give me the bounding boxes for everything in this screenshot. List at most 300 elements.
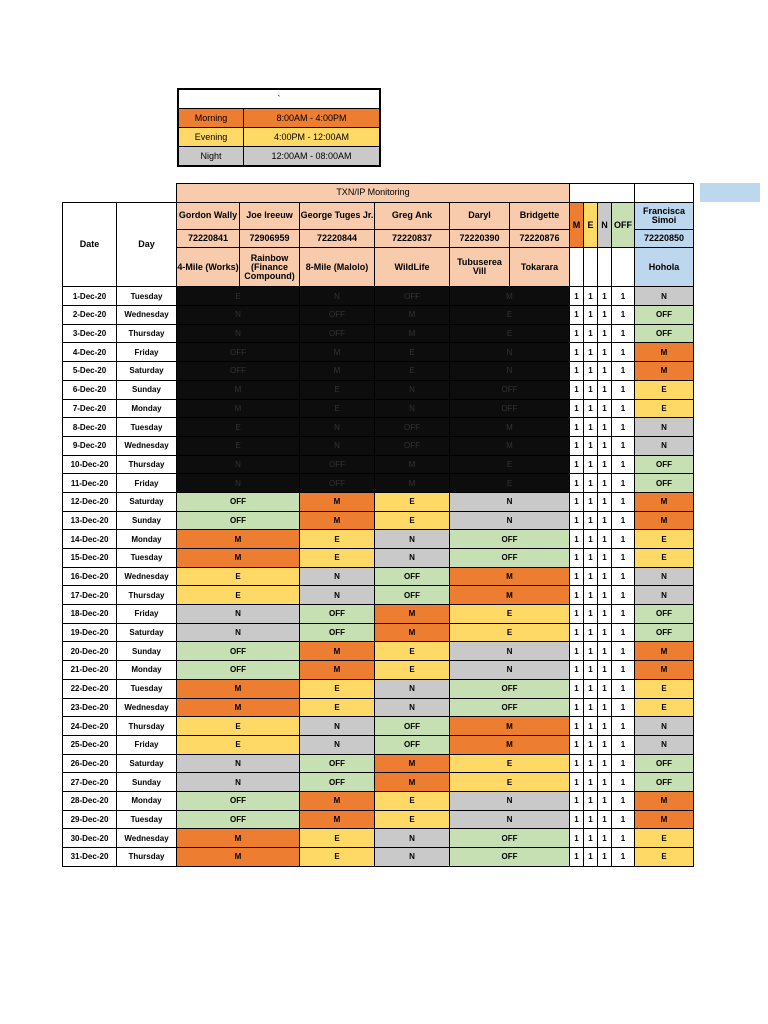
row-date: 13-Dec-20 [63,511,117,530]
group-title: TXN/IP Monitoring [177,184,570,203]
shift-count: 1 [598,399,612,418]
shift-count: 1 [598,287,612,306]
extra-staff-shift: OFF [635,324,694,343]
shift-cell: E [300,848,375,867]
shift-cell: E [375,492,450,511]
shift-cell: M [177,829,300,848]
row-day: Friday [117,343,177,362]
extra-staff-shift: E [635,698,694,717]
extra-staff-shift: M [635,362,694,381]
shift-cell: OFF [177,810,300,829]
extra-staff-shift: OFF [635,474,694,493]
row-day: Thursday [117,848,177,867]
shift-count: 1 [584,754,598,773]
shift-count: 1 [612,586,635,605]
shift-cell: E [375,642,450,661]
row-date: 16-Dec-20 [63,567,117,586]
row-day: Monday [117,530,177,549]
row-day: Monday [117,791,177,810]
shift-count: 1 [612,324,635,343]
shift-count: 1 [598,474,612,493]
shift-count: 1 [598,735,612,754]
shift-count: 1 [598,549,612,568]
shift-count: 1 [570,549,584,568]
shift-count: 1 [598,679,612,698]
shift-cell: OFF [300,623,375,642]
extra-staff-shift: OFF [635,605,694,624]
extra-staff-shift: M [635,642,694,661]
row-date: 8-Dec-20 [63,418,117,437]
shift-cell: OFF [177,492,300,511]
shift-cell: E [450,455,570,474]
roster-row [63,735,694,754]
shift-count: 1 [570,343,584,362]
shift-count: 1 [584,492,598,511]
row-day: Wednesday [117,306,177,325]
shift-cell: OFF [300,455,375,474]
shift-cell: OFF [450,399,570,418]
shift-cell: E [375,661,450,680]
shift-count: 1 [584,436,598,455]
shift-legend [177,88,381,167]
extra-staff-shift: M [635,661,694,680]
shift-cell: N [177,605,300,624]
shift-count: 1 [584,679,598,698]
roster-row [63,380,694,399]
shift-cell: M [450,418,570,437]
shift-cell: N [300,586,375,605]
shift-count: 1 [612,306,635,325]
shift-count: 1 [584,810,598,829]
row-date: 17-Dec-20 [63,586,117,605]
row-date: 15-Dec-20 [63,549,117,568]
count-blank [584,248,598,287]
roster-body [63,287,694,866]
shift-count: 1 [598,605,612,624]
shift-cell: OFF [375,717,450,736]
shift-count: 1 [570,848,584,867]
shift-cell: OFF [177,511,300,530]
shift-cell: N [375,698,450,717]
shift-cell: M [450,717,570,736]
shift-count: 1 [598,324,612,343]
row-date: 1-Dec-20 [63,287,117,306]
shift-count: 1 [584,661,598,680]
shift-cell: OFF [300,754,375,773]
row-day: Wednesday [117,567,177,586]
staff-location: Tokarara [510,248,570,287]
row-date: 28-Dec-20 [63,791,117,810]
shift-cell: N [450,511,570,530]
roster-row [63,661,694,680]
row-date: 18-Dec-20 [63,605,117,624]
row-date: 3-Dec-20 [63,324,117,343]
shift-count: 1 [584,380,598,399]
shift-cell: M [300,661,375,680]
roster-row [63,436,694,455]
shift-cell: OFF [450,530,570,549]
row-date: 21-Dec-20 [63,661,117,680]
row-date: 7-Dec-20 [63,399,117,418]
row-day: Friday [117,735,177,754]
extra-staff-shift: E [635,829,694,848]
shift-cell: E [177,586,300,605]
shift-cell: E [375,362,450,381]
shift-count: 1 [570,530,584,549]
extra-staff-location: Hohola [635,248,694,287]
row-day: Monday [117,399,177,418]
shift-cell: E [450,773,570,792]
shift-count: 1 [570,754,584,773]
extra-staff-shift: E [635,380,694,399]
row-day: Tuesday [117,549,177,568]
shift-cell: N [300,418,375,437]
date-column-header: Date [63,202,117,287]
shift-cell: N [450,791,570,810]
shift-cell: M [375,623,450,642]
staff-name-row [63,202,694,229]
shift-count: 1 [598,791,612,810]
extra-staff-shift: N [635,436,694,455]
shift-count: 1 [598,586,612,605]
extra-staff-shift: E [635,530,694,549]
roster-row [63,791,694,810]
shift-cell: N [177,773,300,792]
row-date: 12-Dec-20 [63,492,117,511]
shift-cell: OFF [300,324,375,343]
shift-cell: OFF [450,848,570,867]
roster-row [63,362,694,381]
staff-location: WildLife [375,248,450,287]
shift-count: 1 [570,399,584,418]
shift-cell: M [375,324,450,343]
row-date: 14-Dec-20 [63,530,117,549]
roster-row [63,679,694,698]
shift-count: 1 [612,642,635,661]
shift-count: 1 [584,287,598,306]
shift-cell: OFF [177,343,300,362]
shift-count: 1 [612,605,635,624]
shift-cell: OFF [300,474,375,493]
shift-count: 1 [584,455,598,474]
shift-cell: N [300,287,375,306]
extra-staff-shift: N [635,567,694,586]
shift-count: 1 [584,399,598,418]
shift-count: 1 [570,436,584,455]
shift-count: 1 [612,530,635,549]
staff-location: 8-Mile (Malolo) [300,248,375,287]
shift-count: 1 [584,735,598,754]
shift-count: 1 [584,717,598,736]
shift-cell: OFF [375,567,450,586]
shift-count: 1 [570,567,584,586]
shift-cell: M [300,343,375,362]
shift-count: 1 [598,623,612,642]
shift-cell: M [177,380,300,399]
shift-cell: E [177,287,300,306]
roster-row [63,642,694,661]
roster-row [63,324,694,343]
legend-label-morning: Morning [178,109,244,128]
shift-cell: M [375,306,450,325]
shift-cell: OFF [375,436,450,455]
shift-cell: E [450,324,570,343]
shift-cell: M [300,642,375,661]
shift-cell: N [177,324,300,343]
shift-count: 1 [598,717,612,736]
shift-cell: N [300,567,375,586]
row-day: Sunday [117,773,177,792]
staff-location: Tubuserea Vill [450,248,510,287]
row-day: Thursday [117,324,177,343]
shift-count: 1 [570,661,584,680]
legend-time-morning: 8:00AM - 4:00PM [244,109,381,128]
staff-name: Gordon Wally [177,202,240,229]
shift-cell: OFF [300,605,375,624]
legend-label-night: Night [178,147,244,167]
row-date: 20-Dec-20 [63,642,117,661]
extra-staff-shift: M [635,511,694,530]
shift-cell: M [450,735,570,754]
shift-count: 1 [584,324,598,343]
shift-count: 1 [598,567,612,586]
shift-cell: E [177,567,300,586]
shift-count: 1 [598,810,612,829]
shift-count: 1 [612,829,635,848]
row-date: 5-Dec-20 [63,362,117,381]
shift-count: 1 [598,530,612,549]
extra-staff-shift: OFF [635,773,694,792]
shift-cell: N [450,642,570,661]
extra-staff-shift: E [635,399,694,418]
extra-staff-shift: N [635,586,694,605]
shift-count: 1 [612,436,635,455]
shift-count: 1 [570,605,584,624]
extra-staff-shift: M [635,810,694,829]
shift-count: 1 [612,623,635,642]
shift-cell: OFF [177,661,300,680]
roster-row [63,810,694,829]
shift-count: 1 [612,287,635,306]
shift-count: 1 [598,418,612,437]
shift-count: 1 [584,848,598,867]
shift-count: 1 [598,306,612,325]
roster-row [63,698,694,717]
shift-count: 1 [570,679,584,698]
shift-count: 1 [612,399,635,418]
extra-staff-shift: N [635,418,694,437]
row-day: Tuesday [117,810,177,829]
row-day: Tuesday [117,287,177,306]
staff-id: 72220841 [177,229,240,248]
shift-cell: M [300,810,375,829]
shift-cell: E [177,717,300,736]
shift-count: 1 [612,380,635,399]
shift-cell: N [177,306,300,325]
shift-count: 1 [570,474,584,493]
row-date: 4-Dec-20 [63,343,117,362]
shift-count: 1 [598,754,612,773]
shift-count: 1 [570,810,584,829]
count-header-e: E [584,202,598,248]
shift-count: 1 [598,511,612,530]
shift-cell: M [375,605,450,624]
shift-cell: N [300,436,375,455]
shift-count: 1 [584,362,598,381]
staff-name: Greg Ank [375,202,450,229]
shift-cell: E [450,754,570,773]
row-date: 26-Dec-20 [63,754,117,773]
shift-count: 1 [598,362,612,381]
row-date: 11-Dec-20 [63,474,117,493]
row-date: 9-Dec-20 [63,436,117,455]
shift-count: 1 [612,848,635,867]
row-day: Friday [117,605,177,624]
row-day: Thursday [117,586,177,605]
shift-count: 1 [612,698,635,717]
shift-count: 1 [584,623,598,642]
extra-staff-shift: E [635,848,694,867]
shift-count: 1 [598,436,612,455]
shift-count: 1 [612,773,635,792]
legend-time-night: 12:00AM - 08:00AM [244,147,381,167]
extra-staff-shift: M [635,791,694,810]
shift-count: 1 [584,306,598,325]
row-date: 23-Dec-20 [63,698,117,717]
shift-count: 1 [612,549,635,568]
shift-cell: M [300,791,375,810]
extra-staff-shift: M [635,492,694,511]
row-date: 29-Dec-20 [63,810,117,829]
staff-id: 72220844 [300,229,375,248]
shift-count: 1 [584,474,598,493]
row-date: 10-Dec-20 [63,455,117,474]
extra-staff-shift: E [635,549,694,568]
shift-cell: E [450,474,570,493]
shift-cell: N [375,679,450,698]
extra-staff-shift: OFF [635,754,694,773]
shift-cell: M [450,567,570,586]
extra-header-band [700,183,760,202]
day-column-header: Day [117,202,177,287]
shift-cell: OFF [177,362,300,381]
extra-staff-shift: OFF [635,623,694,642]
shift-cell: N [450,492,570,511]
shift-count: 1 [598,829,612,848]
shift-cell: N [300,735,375,754]
shift-cell: OFF [450,829,570,848]
shift-cell: N [375,530,450,549]
roster-row [63,287,694,306]
shift-cell: M [375,474,450,493]
roster-row [63,586,694,605]
shift-count: 1 [612,679,635,698]
shift-count: 1 [612,362,635,381]
shift-cell: OFF [450,698,570,717]
shift-count: 1 [570,362,584,381]
roster-row [63,418,694,437]
shift-cell: N [177,754,300,773]
shift-count: 1 [570,586,584,605]
extra-staff-shift: E [635,679,694,698]
shift-cell: OFF [177,642,300,661]
count-header-m: M [570,202,584,248]
shift-cell: M [450,586,570,605]
legend-label-evening: Evening [178,128,244,147]
shift-count: 1 [612,492,635,511]
shift-count: 1 [598,661,612,680]
shift-cell: OFF [450,380,570,399]
shift-count: 1 [570,511,584,530]
row-day: Wednesday [117,698,177,717]
shift-cell: N [300,717,375,736]
shift-count: 1 [584,773,598,792]
shift-count: 1 [598,698,612,717]
shift-cell: N [375,380,450,399]
extra-staff-shift: M [635,343,694,362]
shift-count: 1 [584,343,598,362]
shift-cell: M [450,436,570,455]
shift-count: 1 [584,586,598,605]
extra-staff-shift: OFF [635,455,694,474]
shift-count: 1 [598,343,612,362]
shift-count: 1 [612,474,635,493]
row-day: Tuesday [117,679,177,698]
roster-row [63,306,694,325]
shift-count: 1 [612,735,635,754]
shift-cell: E [300,549,375,568]
shift-cell: M [375,455,450,474]
shift-cell: M [177,530,300,549]
shift-cell: E [450,623,570,642]
shift-count: 1 [570,418,584,437]
counts-header-blank [570,184,635,203]
staff-name: Daryl [450,202,510,229]
row-date: 25-Dec-20 [63,735,117,754]
shift-cell: E [300,829,375,848]
row-day: Thursday [117,455,177,474]
shift-count: 1 [584,567,598,586]
shift-cell: OFF [375,735,450,754]
shift-cell: M [300,511,375,530]
shift-cell: OFF [450,549,570,568]
row-day: Friday [117,474,177,493]
row-day: Monday [117,661,177,680]
row-day: Thursday [117,717,177,736]
shift-cell: E [300,380,375,399]
shift-cell: E [300,399,375,418]
row-date: 24-Dec-20 [63,717,117,736]
row-day: Sunday [117,380,177,399]
roster-row [63,399,694,418]
extra-staff-shift: N [635,717,694,736]
shift-cell: N [450,343,570,362]
extra-staff-shift: N [635,735,694,754]
roster-row [63,829,694,848]
extra-staff-shift: OFF [635,306,694,325]
shift-count: 1 [612,511,635,530]
roster-row [63,773,694,792]
staff-id: 72220876 [510,229,570,248]
roster-row [63,474,694,493]
shift-cell: M [450,287,570,306]
shift-count: 1 [570,306,584,325]
count-header-off: OFF [612,202,635,248]
row-day: Sunday [117,642,177,661]
shift-cell: N [450,362,570,381]
roster-row [63,623,694,642]
shift-count: 1 [584,605,598,624]
